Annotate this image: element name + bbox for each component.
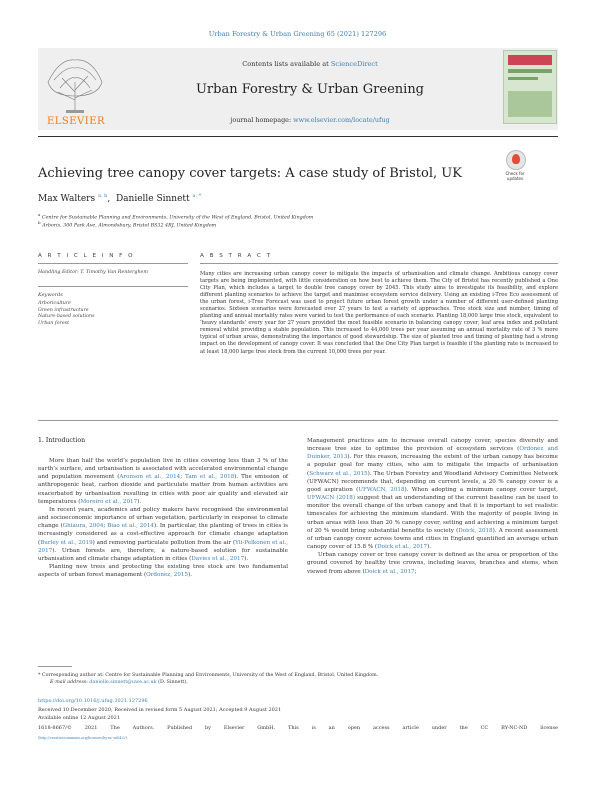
body-text: Management practices aim to increase overall canopy cover, species diversity and increase tree size to optimise the provision of ecosystem services ( xyxy=(307,438,558,453)
citation-link[interactable]: Aronson et al., 2014 xyxy=(119,474,181,481)
body-text: ). In particular, the planting of trees in cities is increasingly considered as a cost-effective approach for climate change adaptation ( xyxy=(38,523,288,546)
body-text: suggest that an understanding of the current baseline can be used to monitor the overall change of the urban canopy and that it is important to set realistic timescales for achieving the minimum standard. With the majority of people living in urban areas with less than 20 % canopy cover, setting and achieving a minimum target of 20 % would bring substantial benefits to society ( xyxy=(307,495,558,534)
body-text: Planting new trees and protecting the existing tree stock are two fundamental aspects of urban forest management ( xyxy=(38,564,288,579)
license-url-link[interactable]: (http://creativecommons.org/licenses/by-nc-nd/4.0/). xyxy=(38,736,128,740)
available-online: Available online 12 August 2021 xyxy=(38,715,121,721)
article-info-divider xyxy=(38,286,188,287)
email-link[interactable]: danielle.sinnett@uwe.ac.uk xyxy=(89,679,157,685)
cover-image xyxy=(508,91,552,117)
body-text: ). xyxy=(137,498,142,505)
header-rule xyxy=(38,136,558,137)
body-paragraph xyxy=(38,457,288,506)
affiliation: $^a$ Centre for Sustainable Planning and Environments, University of the West of England, Bristol, United Kingdom xyxy=(38,212,314,221)
body-text: ; xyxy=(414,568,417,575)
journal-title: Urban Forestry & Urban Greening xyxy=(195,82,425,97)
body-column-left xyxy=(38,457,288,579)
journal-cover-thumbnail[interactable] xyxy=(503,50,557,124)
check-for-updates-label: Check for updates xyxy=(505,171,525,181)
corresponding-author-text: * Corresponding author at: Centre for Sustainable Planning and Environments, University of the West of England, Bristol, United Kingdom. xyxy=(38,673,379,678)
body-text: ). The Urban Forestry and Woodland Advisory Committee Network (UFWACN) recommends that, depending on current levels, a 20 % canopy cover is a good aspiration ( xyxy=(307,470,558,493)
body-paragraph xyxy=(38,506,288,563)
elsevier-tree-logo-icon xyxy=(40,52,110,126)
homepage-prefix: journal homepage: xyxy=(230,116,294,124)
body-column-right xyxy=(307,437,558,576)
body-paragraph xyxy=(307,551,558,575)
body-text: Urban canopy cover or tree canopy cover is defined as the area or proportion of the ground covered by healthy tree crowns, including leaves, branches and stems, when viewed from above ( xyxy=(307,552,558,575)
article-title: Achieving tree canopy cover targets: A case study of Bristol, UK xyxy=(38,166,462,181)
section-heading-introduction: 1. Introduction xyxy=(38,437,86,444)
author-marks[interactable]: a, * xyxy=(192,193,202,199)
cover-band-mid xyxy=(508,69,552,73)
body-text: ). xyxy=(244,555,249,562)
body-text: ; xyxy=(103,523,108,530)
body-text: ). xyxy=(188,572,192,579)
article-info-heading: A R T I C L E I N F O xyxy=(38,253,135,259)
journal-reference[interactable] xyxy=(0,30,595,38)
body-text: More than half the world’s population live in cities covering less than 3 % of the earth’s surface, and urbanisation is associated with accelerated environmental change and population movement ( xyxy=(38,458,288,481)
abstract-rule xyxy=(200,263,558,264)
body-text: ). When adopting a minimum canopy cover target, xyxy=(404,486,558,493)
citation-link[interactable]: Tam et al., 2018 xyxy=(185,474,235,481)
email-suffix: (D. Sinnett). xyxy=(156,679,188,685)
email-label: E-mail address: xyxy=(50,679,90,685)
contents-line xyxy=(120,60,500,68)
doi-text[interactable]: https://doi.org/10.1016/j.ufug.2021.127296 xyxy=(38,698,148,704)
keyword: Urban forest xyxy=(38,320,70,326)
citation-link[interactable]: Doick et al., 2017 xyxy=(364,568,415,575)
keywords-title: Keywords xyxy=(38,292,63,298)
citation-link[interactable]: Doick et al., 2017 xyxy=(377,544,428,551)
citation-link[interactable]: UFWACN, 2018 xyxy=(358,486,405,493)
keyword: Nature-based solutions xyxy=(38,314,95,320)
handling-editor: Handling Editor: T. Timothy Van Renterghem xyxy=(38,270,148,275)
body-text: In recent years, academics and policy makers have recognised the environmental and socioeconomic importance of urban vegetation, particularly in response to climate change ( xyxy=(38,506,288,530)
author-list: Max Walters $^{a, b}$, Danielle Sinnett $^{a, *}$ xyxy=(38,193,202,204)
keyword-list xyxy=(38,301,188,327)
citation-link[interactable]: Schwarz et al., 2015 xyxy=(309,470,368,477)
body-text: ) and removing particulate pollution from the air ( xyxy=(92,539,236,546)
received-dates: Received 10 December 2020; Received in revised form 5 August 2021; Accepted 9 August 2021 xyxy=(38,707,282,713)
author-name[interactable]: Max Walters xyxy=(38,194,96,204)
citation-link[interactable]: Biao et al., 2014 xyxy=(107,523,154,530)
author-marks[interactable]: a, b xyxy=(97,193,108,199)
cover-band-small xyxy=(508,77,538,80)
body-paragraph xyxy=(38,563,288,579)
citation-link[interactable]: UFWACN (2018) xyxy=(307,495,356,502)
cover-band-top xyxy=(508,55,552,65)
check-for-updates-icon xyxy=(506,150,526,170)
journal-homepage xyxy=(120,116,500,124)
body-text: ; xyxy=(180,474,186,481)
keyword: Arboriculture xyxy=(38,301,72,306)
check-for-updates-badge[interactable] xyxy=(500,150,530,186)
citation-link[interactable]: Moreiro et al., 2017 xyxy=(80,498,138,505)
keyword: Green infrastructure xyxy=(38,307,89,313)
abstract-bottom-rule xyxy=(38,420,558,421)
body-text: ). A recent assessment of urban canopy cover across towns and cities in England quantified an average urban canopy cover of 15.8 % ( xyxy=(307,527,558,551)
doi-link[interactable] xyxy=(38,698,558,706)
homepage-link[interactable]: www.elsevier.com/locate/ufug xyxy=(293,116,390,124)
license-line: 1618-8667/© 2021 The Authors. Published by Elsevier GmbH. This is an open access article under the CC BY-NC-ND license xyxy=(38,725,558,731)
abstract-text: Many cities are increasing urban canopy cover to mitigate the impacts of urbanisation and climate change. Ambitious canopy cover targets are being implemented, with little consideration on how best to achieve them. The City of Bristol has recently published a One City Plan, which includes a target to double tree canopy cover by 2045. This study aims to investigate its feasibility, and explore different planting scenarios to achieve the target and maximise ecosystem service delivery. Using an existing i-Tree Eco assessment of the urban forest, i-Tree Forecast was used to project future urban forest growth under a number of different user-defined planting scenarios. Sixteen scenarios were forecasted over 27 years to test a variety of approaches. Tree stock size and number, timing of planting and annual mortality rates were varied to test the performance of each scenario. Planting 18,000 large tree stock, equivalent to ‘heavy standards’ every year for 27 years provided the most feasible scenario in balancing canopy cover, leaf area index and pollutant removal whilst providing a stable population. This increased to 44,000 trees per year assuming an annual mortality rate of 3 % more typical of urban areas, demonstrating the importance of good stewardship. The size of planted tree and timing of planting had a strong impact on the development of canopy cover. It was concluded that the One City Plan target is feasible if the planting rate is increased to at least 18,000 large tree stock from the current 10,000 trees per year. xyxy=(200,271,558,355)
author-name[interactable]: Danielle Sinnett xyxy=(115,194,190,204)
citation-link[interactable]: Davies et al., 2017 xyxy=(191,555,245,562)
affiliation: $^b$ Arboris, 300 Park Ave, Almondsbury, Bristol BS32 4RJ, United Kingdom xyxy=(38,220,217,229)
body-text: ). Urban forests are, therefore, a nature-based solution for sustainable urbanisation and climate change adaptation in cities ( xyxy=(38,547,288,562)
body-text: ). For this reason, increasing the extent of the urban canopy has become a popular goal for many cities, who aim to mitigate the impacts of urbanisation ( xyxy=(307,454,558,477)
citation-link[interactable]: Ordonez, 2015 xyxy=(146,572,189,579)
footnote-rule xyxy=(38,666,72,667)
corresponding-author-footnote xyxy=(38,673,558,686)
abstract-heading: A B S T R A C T xyxy=(200,253,273,259)
sciencedirect-link[interactable]: ScienceDirect xyxy=(330,60,378,68)
body-text: ). xyxy=(427,544,432,551)
citation-link[interactable]: Ordonez and Duinker, 2013 xyxy=(307,446,558,461)
journal-reference-text[interactable]: Urban Forestry & Urban Greening 65 (2021) 127296 xyxy=(208,30,387,38)
article-info-rule xyxy=(38,263,188,264)
citation-link[interactable]: Burley et al., 2019 xyxy=(40,539,93,546)
body-text: ). The emission of anthropogenic heat, carbon dioxide and particulate matter from human activities are exacerbated by urbanisation resulting in cities with poor air quality and elevated air temperatures ( xyxy=(38,474,289,505)
contents-prefix: Contents lists available at xyxy=(242,60,331,68)
body-paragraph xyxy=(307,437,558,551)
citation-link[interactable]: Ghiaura, 2004 xyxy=(62,523,104,530)
publisher-logo-text: ELSEVIER xyxy=(46,116,106,127)
citation-link[interactable]: Yli-Pelkonen et al., 2017 xyxy=(38,539,288,554)
citation-link[interactable]: Doick, 2018 xyxy=(458,527,493,534)
